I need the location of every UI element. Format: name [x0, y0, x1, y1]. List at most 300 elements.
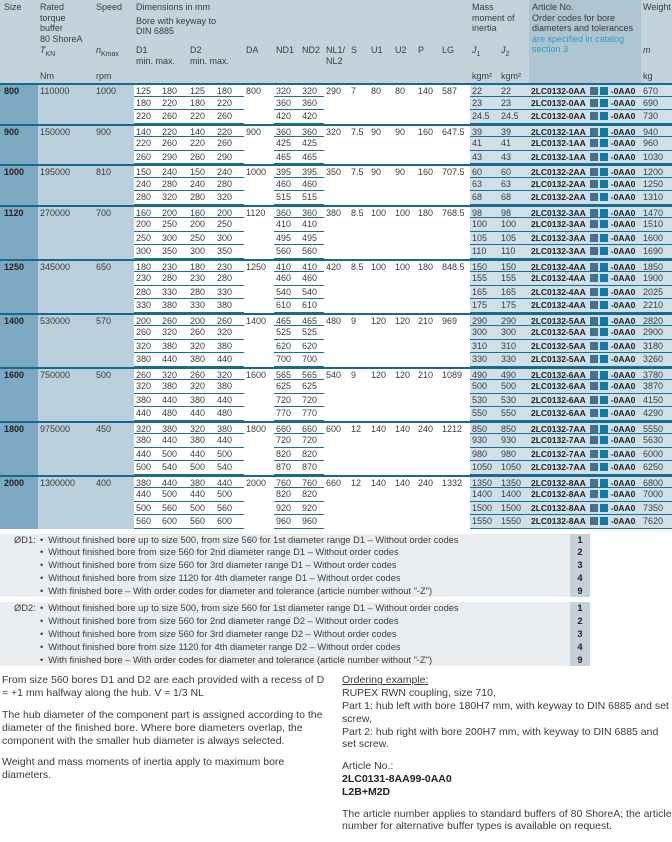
cell-weight: 690	[641, 97, 672, 111]
cell-nl1-nl2	[324, 299, 349, 313]
cell-lg	[440, 326, 470, 340]
cell-j1: 1500	[470, 502, 499, 516]
cell-nd2: 870	[300, 461, 324, 475]
cell-d2min: 250	[188, 232, 215, 246]
cell-nd1: 525	[274, 326, 300, 340]
cell-da	[244, 502, 274, 516]
cell-lg	[440, 488, 470, 502]
ordering-example-column	[342, 674, 672, 842]
cell-s	[349, 137, 369, 151]
cell-s: 7.5	[349, 164, 369, 178]
cell-j1: 175	[470, 299, 499, 313]
cell-d1min: 330	[134, 299, 160, 313]
bottom-notes	[0, 674, 672, 842]
cell-weight: 5550	[641, 421, 672, 435]
cell-j2: 105	[499, 232, 529, 246]
order-code-box-2	[600, 355, 608, 363]
article-prefix: 2LC0132-6AA	[531, 408, 586, 418]
article-suffix: -0AA0	[610, 516, 636, 526]
footnote-number: 2	[570, 546, 590, 559]
cell-d1max: 260	[160, 313, 188, 327]
cell-d2min: 320	[188, 421, 215, 435]
order-code-box-1	[590, 301, 598, 309]
cell-d1max: 300	[160, 232, 188, 246]
cell-p: 180	[416, 205, 440, 219]
cell-nl1-nl2	[324, 502, 349, 516]
cell-u1	[369, 97, 393, 111]
cell-u1	[369, 380, 393, 394]
cell-nd1: 410	[274, 259, 300, 273]
cell-d1min: 200	[134, 218, 160, 232]
cell-d2max: 560	[215, 502, 244, 516]
header-j2-symbol: $J_2$	[501, 45, 510, 58]
article-prefix: 2LC0132-8AA	[531, 477, 586, 488]
cell-d1max: 440	[160, 394, 188, 408]
cell-d1min: 320	[134, 380, 160, 394]
cell-d1min: 500	[134, 461, 160, 475]
cell-j1: 43	[470, 151, 499, 165]
cell-nl1-nl2: 320	[324, 124, 349, 138]
footnote-row	[0, 572, 672, 585]
cell-torque	[38, 110, 94, 124]
cell-speed	[94, 178, 134, 192]
cell-j2: 41	[499, 137, 529, 151]
order-code-box-2	[600, 168, 608, 176]
order-code-box-2	[600, 288, 608, 296]
cell-article	[529, 394, 641, 408]
cell-weight: 1470	[641, 205, 672, 219]
cell-weight: 4290	[641, 407, 672, 421]
order-code-box-2	[600, 274, 608, 282]
cell-lg	[440, 178, 470, 192]
bullet-icon: •	[40, 603, 44, 614]
cell-nd2: 515	[300, 191, 324, 205]
cell-d1max: 260	[160, 137, 188, 151]
cell-p	[416, 299, 440, 313]
cell-weight: 670	[641, 83, 672, 97]
cell-lg	[440, 110, 470, 124]
cell-j2: 550	[499, 407, 529, 421]
cell-torque: 975000	[38, 421, 94, 435]
cell-j1: 60	[470, 164, 499, 178]
cell-size: 1800	[0, 421, 38, 435]
footnote-number: 3	[570, 559, 590, 572]
cell-speed: 810	[94, 164, 134, 178]
cell-j1: 850	[470, 421, 499, 435]
cell-nl1-nl2	[324, 110, 349, 124]
cell-p	[416, 97, 440, 111]
cell-article	[529, 245, 641, 259]
ordering-line-part1: Part 1: hub left with bore 180H7 mm, with keyway to DIN 6885 and set screw,	[342, 700, 669, 725]
cell-u2: 90	[393, 164, 416, 178]
footnote-row	[0, 654, 672, 667]
ordering-article-label: Article No.:	[342, 760, 394, 773]
cell-p: 160	[416, 164, 440, 178]
cell-nd2: 625	[300, 380, 324, 394]
cell-p: 140	[416, 83, 440, 97]
cell-d1min: 380	[134, 394, 160, 408]
cell-nl1-nl2	[324, 191, 349, 205]
cell-nd2: 820	[300, 448, 324, 462]
cell-u2	[393, 232, 416, 246]
article-prefix: 2LC0132-0AA	[531, 111, 586, 121]
order-code-box-1	[590, 274, 598, 282]
cell-u2	[393, 353, 416, 367]
header-lg: LG	[442, 45, 455, 55]
cell-speed: 570	[94, 313, 134, 327]
cell-d2min: 380	[188, 434, 215, 448]
cell-d1min: 260	[134, 151, 160, 165]
order-code-box-2	[600, 317, 608, 325]
cell-d2max: 260	[215, 137, 244, 151]
cell-nl1-nl2	[324, 178, 349, 192]
article-prefix: 2LC0132-0AA	[531, 86, 586, 96]
header-article-no: Article No. Order codes for bore diameters and tolerances are specified in catalog section 3	[529, 0, 641, 83]
cell-nd2: 360	[300, 124, 324, 138]
cell-torque	[38, 407, 94, 421]
cell-u1	[369, 137, 393, 151]
article-prefix: 2LC0132-4AA	[531, 261, 586, 272]
footnote-text: • Without finished bore from size 560 for 2nd diameter range D1 – Without order codes	[36, 546, 570, 559]
cell-speed: 500	[94, 367, 134, 381]
cell-nd1: 360	[274, 124, 300, 138]
cell-d1max: 380	[160, 421, 188, 435]
cell-u1	[369, 394, 393, 408]
cell-nl1-nl2	[324, 353, 349, 367]
cell-j1: 68	[470, 191, 499, 205]
cell-p	[416, 434, 440, 448]
article-suffix: -0AA0	[610, 408, 636, 418]
footnote-row	[0, 602, 672, 615]
cell-d2min: 260	[188, 326, 215, 340]
cell-weight: 6000	[641, 448, 672, 462]
cell-d1min: 440	[134, 448, 160, 462]
cell-d2max: 440	[215, 434, 244, 448]
bullet-icon: •	[40, 585, 44, 596]
cell-d2max: 440	[215, 394, 244, 408]
header-rated-torque: Rated torque buffer 80 ShoreA	[40, 2, 83, 42]
article-suffix: -0AA0	[610, 261, 636, 272]
cell-size	[0, 178, 38, 192]
cell-nl1-nl2: 350	[324, 164, 349, 178]
cell-nd2: 560	[300, 245, 324, 259]
cell-da	[244, 110, 274, 124]
cell-weight: 1900	[641, 272, 672, 286]
article-suffix: -0AA0	[610, 151, 636, 162]
cell-d1max: 500	[160, 488, 188, 502]
order-code-box-2	[600, 234, 608, 242]
cell-d2min: 200	[188, 218, 215, 232]
article-suffix: -0AA0	[610, 192, 636, 202]
cell-speed	[94, 191, 134, 205]
cell-d1min: 320	[134, 421, 160, 435]
cell-lg	[440, 151, 470, 165]
order-code-box-2	[600, 436, 608, 444]
cell-speed	[94, 299, 134, 313]
cell-u1	[369, 353, 393, 367]
article-suffix: -0AA0	[610, 273, 636, 283]
cell-d1max: 380	[160, 380, 188, 394]
cell-d1min: 380	[134, 475, 160, 489]
cell-article	[529, 218, 641, 232]
cell-s	[349, 461, 369, 475]
footnote-text: • Without finished bore from size 1120 for 4th diameter range D1 – Without order codes	[36, 572, 570, 585]
cell-u2	[393, 245, 416, 259]
footnote-number: 2	[570, 615, 590, 628]
note-hub-diameter: The hub diameter of the component part is assigned according to the diameter of the finished bore. Where bore diameters overlap, the component with the smaller hub diameter is always selected.	[2, 709, 323, 747]
cell-torque	[38, 272, 94, 286]
cell-j2: 1550	[499, 515, 529, 529]
cell-speed: 1000	[94, 83, 134, 97]
cell-nd1: 465	[274, 151, 300, 165]
cell-d1max: 560	[160, 502, 188, 516]
cell-d1max: 240	[160, 164, 188, 178]
cell-d1min: 500	[134, 502, 160, 516]
cell-size	[0, 191, 38, 205]
cell-lg	[440, 353, 470, 367]
article-prefix: 2LC0132-3AA	[531, 246, 586, 256]
cell-d1max: 230	[160, 259, 188, 273]
cell-d2max: 220	[215, 97, 244, 111]
article-suffix: -0AA0	[610, 246, 636, 256]
cell-lg: 848.5	[440, 259, 470, 273]
order-code-box-1	[590, 153, 598, 161]
cell-d1min: 230	[134, 272, 160, 286]
cell-torque	[38, 326, 94, 340]
cell-torque	[38, 488, 94, 502]
cell-d2max: 260	[215, 110, 244, 124]
article-suffix: -0AA0	[610, 477, 636, 488]
cell-nd2: 820	[300, 488, 324, 502]
cell-d2min: 125	[188, 83, 215, 97]
table-header	[0, 0, 672, 83]
cell-u1: 140	[369, 475, 393, 489]
cell-nd1: 760	[274, 475, 300, 489]
order-code-box-2	[600, 209, 608, 217]
cell-size: 1120	[0, 205, 38, 219]
article-prefix: 2LC0132-5AA	[531, 354, 586, 364]
cell-s: 12	[349, 421, 369, 435]
footnote-label	[0, 572, 36, 585]
cell-article	[529, 380, 641, 394]
cell-j1: 41	[470, 137, 499, 151]
cell-j2: 930	[499, 434, 529, 448]
cell-speed: 700	[94, 205, 134, 219]
cell-j2: 24.5	[499, 110, 529, 124]
order-code-box-2	[600, 409, 608, 417]
cell-d2min: 500	[188, 461, 215, 475]
cell-d2max: 320	[215, 367, 244, 381]
cell-p	[416, 394, 440, 408]
cell-da	[244, 137, 274, 151]
order-code-box-1	[590, 355, 598, 363]
cell-weight: 2900	[641, 326, 672, 340]
cell-j1: 980	[470, 448, 499, 462]
cell-u1	[369, 461, 393, 475]
header-weight: Weight	[643, 2, 671, 12]
order-code-box-2	[600, 517, 608, 525]
footnote-number: 9	[570, 585, 590, 598]
cell-speed	[94, 151, 134, 165]
cell-nl1-nl2	[324, 245, 349, 259]
cell-d2min: 440	[188, 488, 215, 502]
cell-p	[416, 380, 440, 394]
cell-lg	[440, 137, 470, 151]
cell-u1	[369, 191, 393, 205]
cell-d2min: 240	[188, 178, 215, 192]
cell-lg	[440, 191, 470, 205]
cell-d2min: 200	[188, 313, 215, 327]
cell-u1: 120	[369, 313, 393, 327]
cell-s	[349, 434, 369, 448]
cell-da	[244, 340, 274, 354]
cell-nd2: 360	[300, 97, 324, 111]
article-prefix: 2LC0132-5AA	[531, 327, 586, 337]
cell-p: 240	[416, 475, 440, 489]
cell-article	[529, 515, 641, 529]
cell-weight: 3870	[641, 380, 672, 394]
footnote-row	[0, 615, 672, 628]
cell-u1	[369, 110, 393, 124]
cell-d2min: 160	[188, 205, 215, 219]
ordering-example-title: Ordering example:	[342, 674, 429, 687]
cell-weight: 730	[641, 110, 672, 124]
cell-s	[349, 502, 369, 516]
cell-d2max: 380	[215, 340, 244, 354]
header-nl1-nl2: NL1/ NL2	[326, 45, 346, 66]
cell-d2min: 220	[188, 110, 215, 124]
cell-lg	[440, 515, 470, 529]
cell-u2	[393, 218, 416, 232]
cell-da	[244, 353, 274, 367]
cell-p: 210	[416, 313, 440, 327]
cell-nd1: 465	[274, 313, 300, 327]
cell-weight: 7000	[641, 488, 672, 502]
catalog-section-link[interactable]: are specified in catalog section 3	[532, 33, 625, 54]
cell-size	[0, 137, 38, 151]
cell-nl1-nl2: 540	[324, 367, 349, 381]
cell-article	[529, 151, 641, 165]
order-code-box-2	[600, 220, 608, 228]
cell-weight: 3260	[641, 353, 672, 367]
cell-u2	[393, 151, 416, 165]
order-code-box-2	[600, 128, 608, 136]
cell-u1: 90	[369, 124, 393, 138]
cell-speed	[94, 286, 134, 300]
article-prefix: 2LC0132-1AA	[531, 151, 586, 162]
cell-torque	[38, 394, 94, 408]
cell-weight: 3780	[641, 367, 672, 381]
cell-j1: 1400	[470, 488, 499, 502]
ordering-line-coupling: RUPEX RWN coupling, size 710,	[342, 687, 496, 700]
cell-j2: 850	[499, 421, 529, 435]
cell-j2: 980	[499, 448, 529, 462]
cell-d1min: 380	[134, 434, 160, 448]
cell-nl1-nl2: 600	[324, 421, 349, 435]
cell-d1min: 440	[134, 407, 160, 421]
header-u2: U2	[395, 45, 407, 55]
cell-j2: 500	[499, 380, 529, 394]
article-prefix: 2LC0132-3AA	[531, 219, 586, 229]
cell-s	[349, 97, 369, 111]
cell-speed	[94, 340, 134, 354]
cell-nd2: 410	[300, 218, 324, 232]
cell-u1	[369, 407, 393, 421]
cell-d1min: 200	[134, 313, 160, 327]
cell-p	[416, 191, 440, 205]
cell-speed	[94, 272, 134, 286]
cell-lg	[440, 407, 470, 421]
cell-u2	[393, 407, 416, 421]
cell-torque	[38, 448, 94, 462]
cell-article	[529, 326, 641, 340]
bullet-icon: •	[40, 629, 44, 640]
cell-p: 240	[416, 421, 440, 435]
cell-weight: 1690	[641, 245, 672, 259]
footnote-number: 1	[570, 534, 590, 547]
cell-torque	[38, 461, 94, 475]
article-prefix: 2LC0132-7AA	[531, 448, 586, 459]
cell-d1min: 140	[134, 124, 160, 138]
cell-p	[416, 178, 440, 192]
cell-nl1-nl2	[324, 151, 349, 165]
cell-u1: 100	[369, 205, 393, 219]
cell-j2: 43	[499, 151, 529, 165]
cell-j1: 63	[470, 178, 499, 192]
cell-da	[244, 380, 274, 394]
order-code-box-1	[590, 371, 598, 379]
order-code-box-2	[600, 463, 608, 471]
cell-nd1: 420	[274, 110, 300, 124]
bullet-icon: •	[40, 654, 44, 665]
cell-weight: 1030	[641, 151, 672, 165]
article-prefix: 2LC0132-8AA	[531, 516, 586, 526]
cell-d1max: 280	[160, 272, 188, 286]
order-code-box-2	[600, 371, 608, 379]
cell-s: 9	[349, 313, 369, 327]
cell-speed: 400	[94, 475, 134, 489]
cell-size: 1600	[0, 367, 38, 381]
cell-d1max: 320	[160, 326, 188, 340]
cell-j1: 290	[470, 313, 499, 327]
cell-s	[349, 407, 369, 421]
cell-d2max: 380	[215, 299, 244, 313]
cell-speed	[94, 245, 134, 259]
cell-nd1: 495	[274, 232, 300, 246]
cell-speed	[94, 353, 134, 367]
cell-article	[529, 367, 641, 381]
cell-p	[416, 110, 440, 124]
cell-size	[0, 353, 38, 367]
cell-nd2: 525	[300, 326, 324, 340]
cell-da	[244, 272, 274, 286]
header-mass-moment: Mass moment of inertia	[472, 2, 515, 33]
cell-article	[529, 313, 641, 327]
cell-lg	[440, 340, 470, 354]
cell-s	[349, 151, 369, 165]
cell-d2max: 220	[215, 124, 244, 138]
cell-j1: 110	[470, 245, 499, 259]
cell-nd1: 960	[274, 515, 300, 529]
cell-p	[416, 232, 440, 246]
footnote-label	[0, 559, 36, 572]
footnote-label	[0, 615, 36, 628]
unit-kgm2-1: kgm²	[472, 71, 492, 81]
cell-d2min: 260	[188, 151, 215, 165]
cell-p	[416, 515, 440, 529]
cell-u1: 90	[369, 164, 393, 178]
cell-d2min: 320	[188, 340, 215, 354]
